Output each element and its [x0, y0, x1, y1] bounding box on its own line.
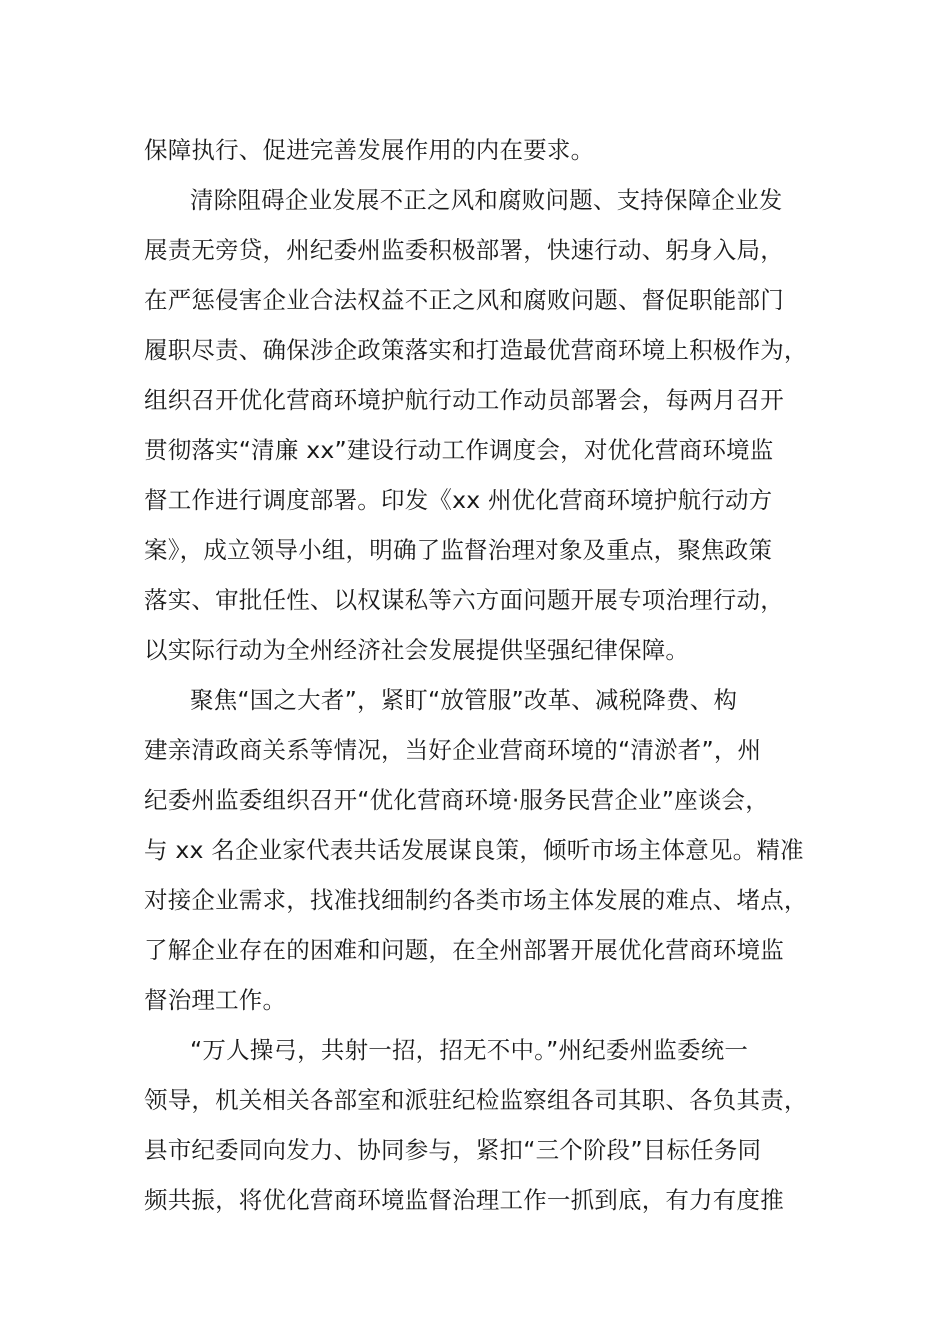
- paragraph-2-line-9: 落实、审批任性、以权谋私等六方面问题开展专项治理行动，: [144, 586, 784, 614]
- paragraph-4-line-3: 县市纪委同向发力、协同参与，紧扣“三个阶段”目标任务同: [144, 1136, 762, 1164]
- paragraph-2-line-8: 案》，成立领导小组，明确了监督治理对象及重点，聚焦政策: [144, 536, 773, 564]
- paragraph-3-line-7: 督治理工作。: [144, 986, 287, 1014]
- paragraph-2-line-5: 组织召开优化营商环境护航行动工作动员部署会，每两月召开: [144, 386, 784, 414]
- paragraph-2-line-10: 以实际行动为全州经济社会发展提供坚强纪律保障。: [144, 636, 690, 664]
- paragraph-2-line-7: 督工作进行调度部署。印发《xx 州优化营商环境护航行动方: [144, 486, 773, 514]
- paragraph-2-line-6: 贯彻落实“清廉 xx”建设行动工作调度会，对优化营商环境监: [144, 436, 774, 464]
- paragraph-3-line-6: 了解企业存在的困难和问题，在全州部署开展优化营商环境监: [144, 936, 784, 964]
- paragraph-2-line-3: 在严惩侵害企业合法权益不正之风和腐败问题、督促职能部门: [144, 286, 784, 314]
- paragraph-3-line-2: 建亲清政商关系等情况，当好企业营商环境的“清淤者”，州: [144, 736, 762, 764]
- paragraph-2-line-2: 展责无旁贷，州纪委州监委积极部署，快速行动、躬身入局，: [144, 236, 784, 264]
- paragraph-3-line-3: 纪委州监委组织召开“优化营商环境·服务民营企业”座谈会，: [144, 786, 769, 814]
- paragraph-2-line-1: 清除阻碍企业发展不正之风和腐败问题、支持保障企业发: [190, 186, 783, 214]
- paragraph-3-line-1: 聚焦“国之大者”，紧盯“放管服”改革、减税降费、构: [190, 686, 738, 714]
- paragraph-4-line-1: “万人操弓，共射一招，招无不中。”州纪委州监委统一: [190, 1036, 749, 1064]
- paragraph-4-line-2: 领导，机关相关各部室和派驻纪检监察组各司其职、各负其责，: [144, 1086, 808, 1114]
- paragraph-1-line-1: 保障执行、促进完善发展作用的内在要求。: [144, 136, 595, 164]
- paragraph-4-line-4: 频共振，将优化营商环境监督治理工作一抓到底，有力有度推: [144, 1186, 784, 1214]
- paragraph-3-line-4: 与 xx 名企业家代表共话发展谋良策，倾听市场主体意见。精准: [144, 836, 804, 864]
- paragraph-3-line-5: 对接企业需求，找准找细制约各类市场主体发展的难点、堵点，: [144, 886, 808, 914]
- paragraph-2-line-4: 履职尽责、确保涉企政策落实和打造最优营商环境上积极作为，: [144, 336, 808, 364]
